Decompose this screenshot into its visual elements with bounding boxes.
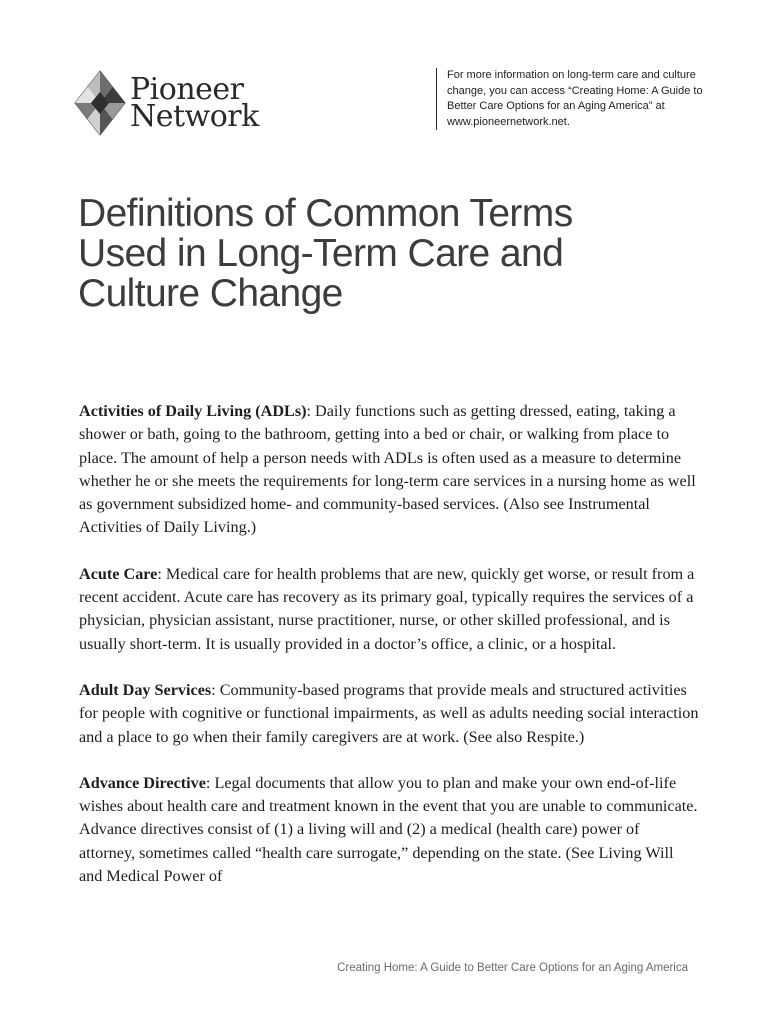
definition-advance-directive <box>79 772 699 888</box>
title-line-1: Definitions of Common Terms <box>78 192 573 235</box>
definition-adult-day-services <box>79 679 699 749</box>
definition-text: : Legal documents that allow you to plan and make your own end-of-life wishes about health care and treatment known in the event that you are unable to communicate. Advance directives consist of (1) a living will and (2) a medical (health care) power of attorney, sometimes called “health care surrogate,” depending on the state. (See Living Will and Medical Power of <box>79 773 698 886</box>
definition-text: : Medical care for health problems that are new, quickly get worse, or result from a recent accident. Acute care has recovery as its primary goal, typically requires the services of a physician, physician assistant, nurse practitioner, nurse, or other skilled professional, and is usually short-term. It is usually provided in a doctor’s office, a clinic, or a hospital. <box>79 564 695 653</box>
info-box: For more information on long-term care and culture change, you can access “Creating Home: A Guide to Better Care Options for an Aging America” at www.pioneernetwork.net. <box>436 68 719 130</box>
definition-text: : Daily functions such as getting dressed, eating, taking a shower or bath, going to the bathroom, getting into a bed or chair, or walking from place to place. The amount of help a person needs with ADLs is often used as a measure to determine whether he or she meets the requirements for long-term care services in a nursing home as well as government subsidized home- and community-based services. (Also see Instrumental Activities of Daily Living.) <box>79 402 696 537</box>
definition-term: Advance Directive <box>79 773 206 792</box>
definition-term: Activities of Daily Living (ADLs) <box>79 402 307 420</box>
definition-term: Acute Care <box>79 564 158 583</box>
pioneer-network-logo <box>72 68 259 138</box>
definition-acute-care <box>79 563 699 656</box>
page-footer: Creating Home: A Guide to Better Care Options for an Aging America <box>337 962 688 974</box>
logo-wordmark <box>130 72 259 134</box>
definition-text: : Community-based programs that provide meals and structured activities for people with cognitive or functional impairments, as well as adults needing social interaction and a place to go when their family caregivers are at work. (See also Respite.) <box>79 680 699 746</box>
title-line-2: Used in Long-Term Care and <box>78 232 564 275</box>
definitions-list <box>79 400 699 911</box>
title-line-3: Culture Change <box>78 272 343 315</box>
page-title <box>78 194 698 314</box>
definition-adls <box>79 400 699 540</box>
logo-line-2: Network <box>130 99 259 134</box>
diamond-quilt-icon <box>72 68 128 138</box>
logo-line-1: Pioneer <box>130 72 244 107</box>
definition-term: Adult Day Services <box>79 680 212 699</box>
